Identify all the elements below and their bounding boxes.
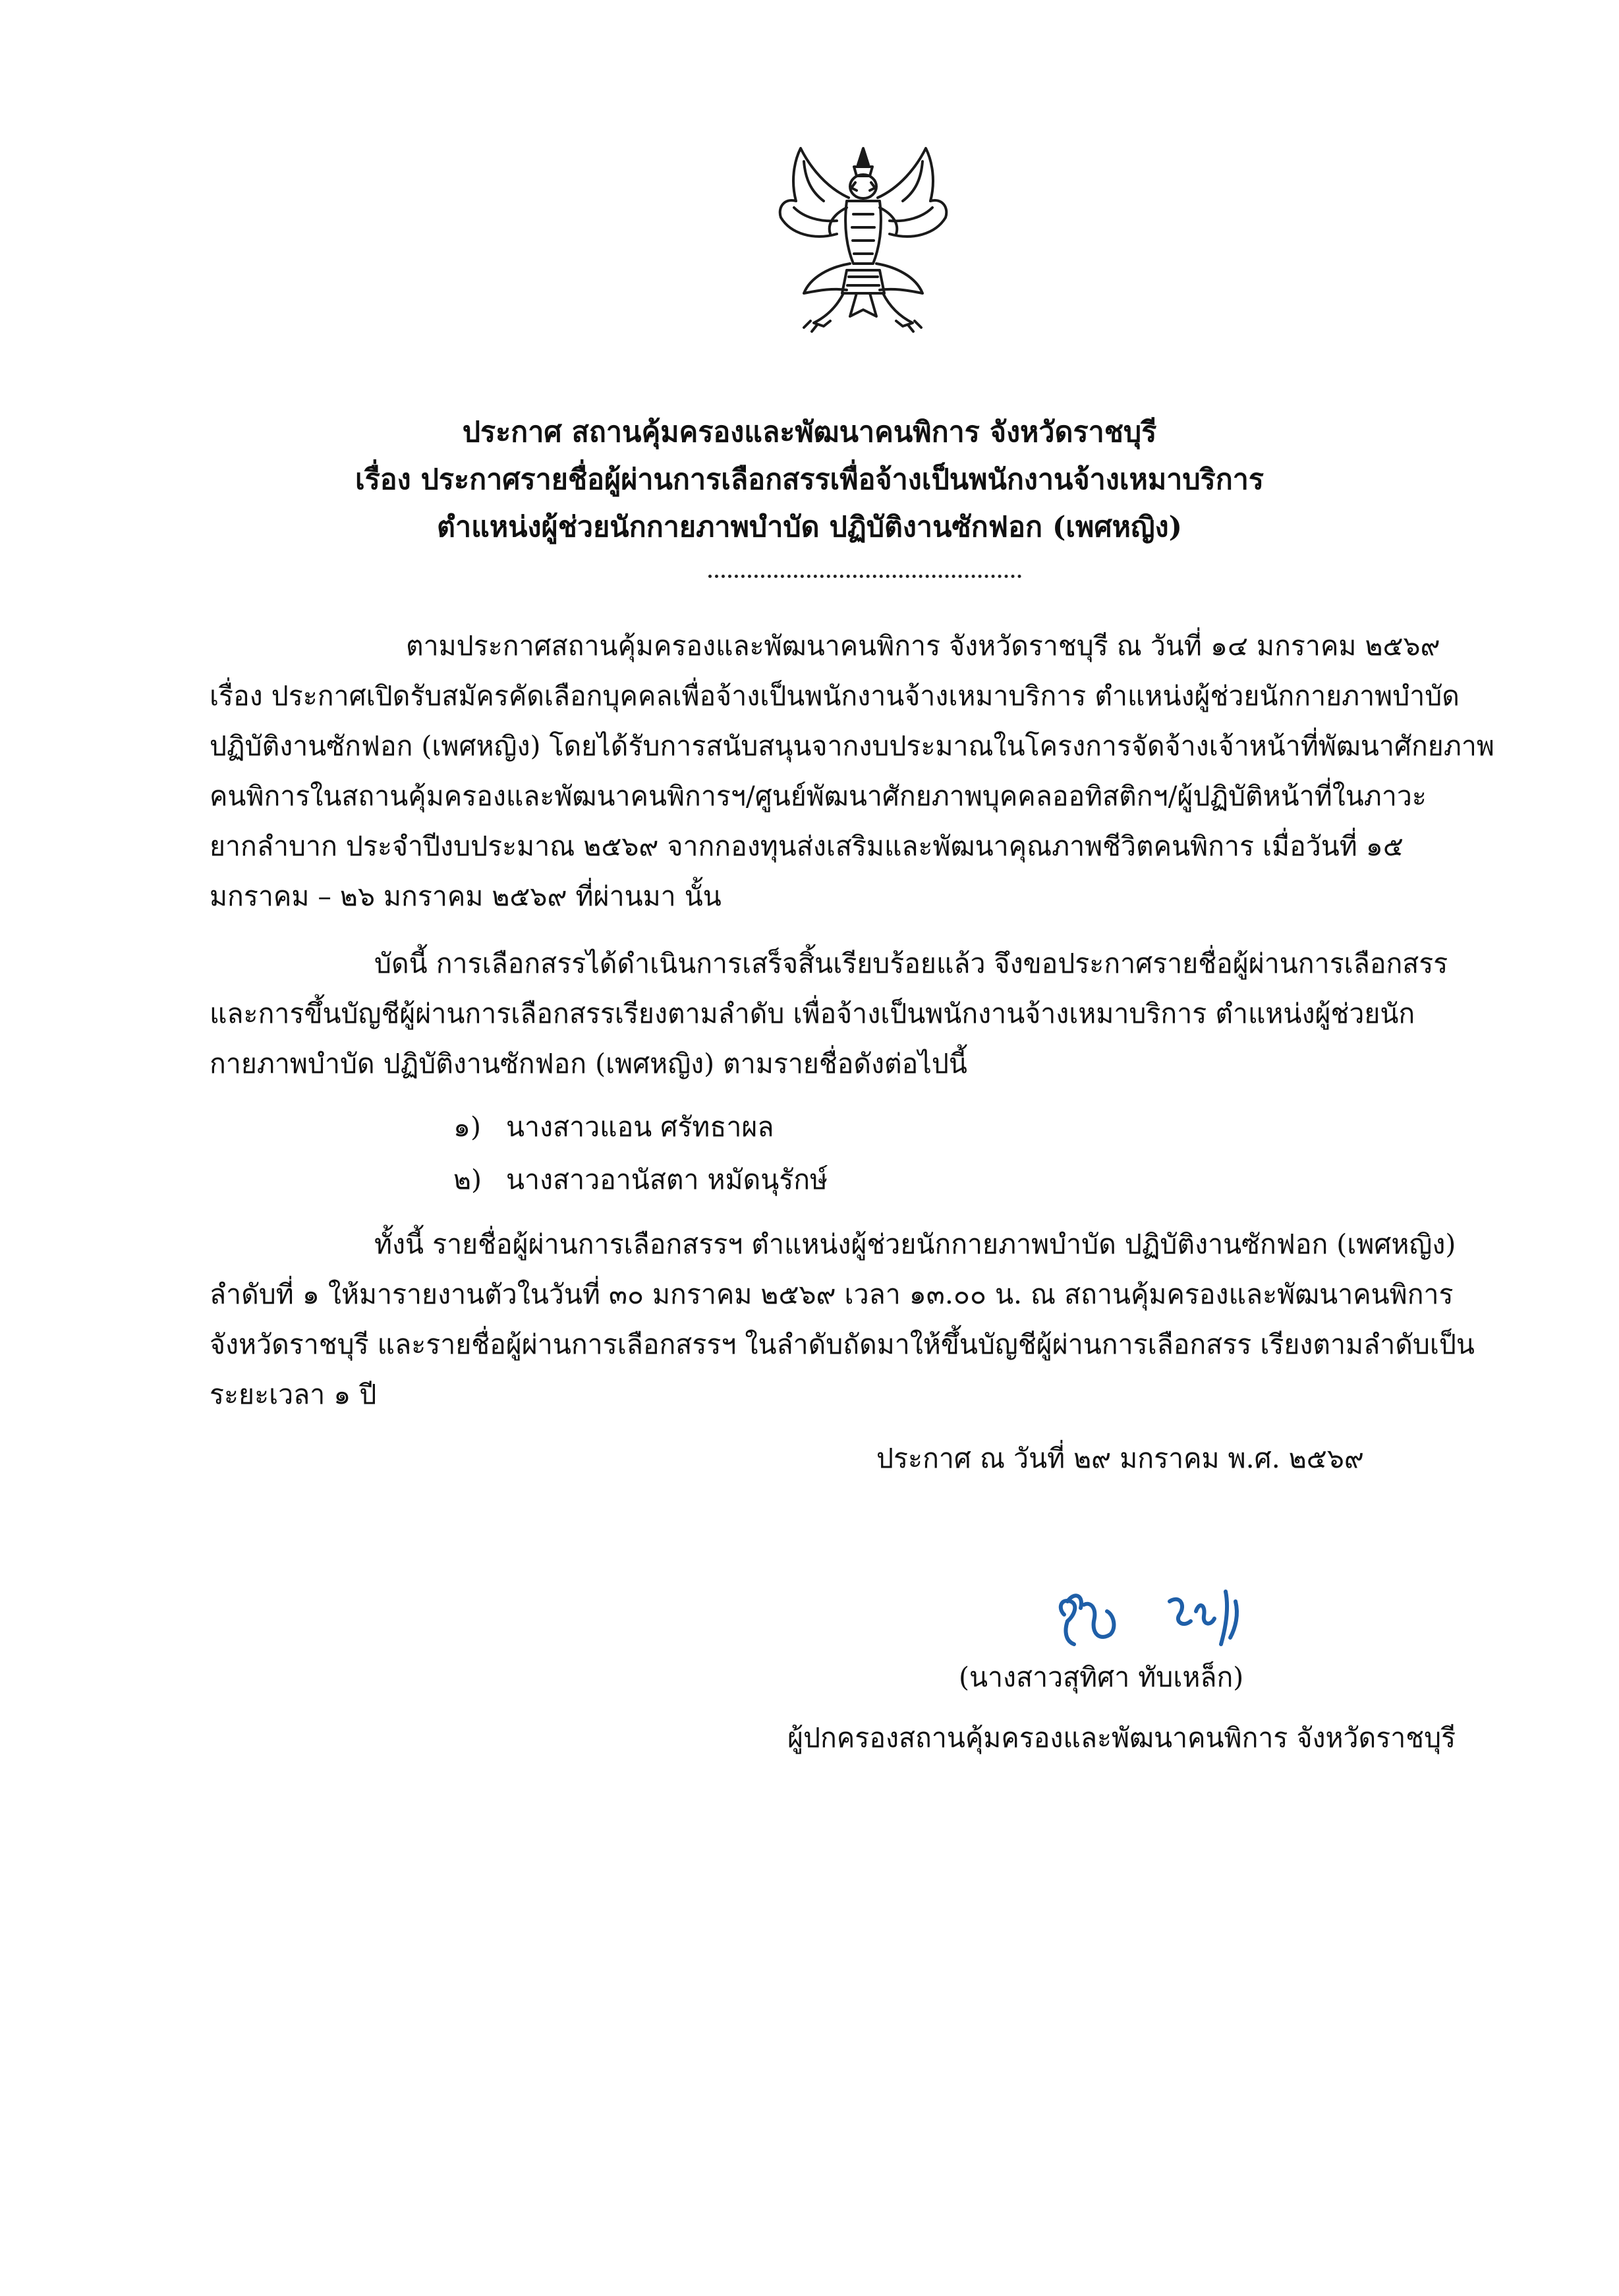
header-line-subject: เรื่อง ประกาศรายชื่อผู้ผ่านการเลือกสรรเพื่อจ้างเป็นพนักงานจ้างเหมาบริการ	[355, 463, 1264, 496]
paragraph-line: บัดนี้ การเลือกสรรได้ดำเนินการเสร็จสิ้นเรียบร้อยแล้ว จึงขอประกาศรายชื่อผู้ผ่านการเลือกสรร	[374, 948, 1448, 979]
signature-icon	[1038, 1575, 1288, 1661]
garuda-emblem-icon	[764, 135, 962, 353]
header-divider	[708, 575, 1021, 578]
announcement-header	[0, 409, 1619, 551]
list-item-name: นางสาวแอน ศรัทธาผล	[506, 1111, 774, 1143]
paragraph-line: ลำดับที่ ๑ ให้มารายงานตัวในวันที่ ๓๐ มกราคม ๒๕๖๙ เวลา ๑๓.๐๐ น. ณ สถานคุ้มครองและพัฒนาคนพิการ	[210, 1278, 1454, 1310]
list-item	[453, 1101, 828, 1153]
signer-name: (นางสาวสุทิศา ทับเหล็ก)	[959, 1661, 1244, 1693]
paragraph-line: และการขึ้นบัญชีผู้ผ่านการเลือกสรรเรียงตามลำดับ เพื่อจ้างเป็นพนักงานจ้างเหมาบริการ ตำแหน่งผู้ช่วยนัก	[210, 998, 1415, 1029]
paragraph-result	[210, 938, 1521, 1089]
list-item-number: ๑)	[453, 1111, 482, 1143]
list-item	[453, 1153, 828, 1206]
list-item-number: ๒)	[453, 1164, 482, 1195]
paragraph-line: เรื่อง ประกาศเปิดรับสมัครคัดเลือกบุคคลเพื่อจ้างเป็นพนักงานจ้างเหมาบริการ ตำแหน่งผู้ช่วยนักกายภาพบำบัด	[210, 680, 1460, 712]
paragraph-report	[210, 1219, 1521, 1420]
paragraph-line: ระยะเวลา ๑ ปี	[210, 1379, 377, 1410]
signer-title: ผู้ปกครองสถานคุ้มครองและพัฒนาคนพิการ จังหวัดราชบุรี	[787, 1722, 1456, 1754]
candidate-list	[453, 1101, 828, 1206]
paragraph-line: คนพิการในสถานคุ้มครองและพัฒนาคนพิการฯ/ศูนย์พัฒนาศักยภาพบุคคลออทิสติกฯ/ผู้ปฏิบัติหน้าที่ในภาวะ	[210, 780, 1427, 812]
paragraph-line: กายภาพบำบัด ปฏิบัติงานซักฟอก (เพศหญิง) ตามรายชื่อดังต่อไปนี้	[210, 1048, 967, 1079]
list-item-name: นางสาวอานัสตา หมัดนุรักษ์	[506, 1164, 828, 1195]
paragraph-line: ตามประกาศสถานคุ้มครองและพัฒนาคนพิการ จังหวัดราชบุรี ณ วันที่ ๑๔ มกราคม ๒๕๖๙	[406, 630, 1440, 662]
header-line-position: ตำแหน่งผู้ช่วยนักกายภาพบำบัด ปฏิบัติงานซักฟอก (เพศหญิง)	[437, 511, 1182, 544]
paragraph-line: จังหวัดราชบุรี และรายชื่อผู้ผ่านการเลือกสรรฯ ในลำดับถัดมาให้ขึ้นบัญชีผู้ผ่านการเลือกสรร เรียงตามลำดับเป็น	[210, 1329, 1475, 1360]
paragraph-background	[210, 621, 1521, 921]
announcement-date: ประกาศ ณ วันที่ ๒๙ มกราคม พ.ศ. ๒๕๖๙	[876, 1443, 1364, 1474]
paragraph-line: ปฏิบัติงานซักฟอก (เพศหญิง) โดยได้รับการสนับสนุนจากงบประมาณในโครงการจัดจ้างเจ้าหน้าที่พัฒนาศักยภาพ	[210, 730, 1494, 762]
paragraph-line: ยากลำบาก ประจำปีงบประมาณ ๒๕๖๙ จากกองทุนส่งเสริมและพัฒนาคุณภาพชีวิตคนพิการ เมื่อวันที่ ๑๕	[210, 830, 1404, 862]
header-line-issuer: ประกาศ สถานคุ้มครองและพัฒนาคนพิการ จังหวัดราชบุรี	[462, 416, 1157, 449]
paragraph-line: มกราคม – ๒๖ มกราคม ๒๕๖๙ ที่ผ่านมา นั้น	[210, 880, 722, 912]
paragraph-line: ทั้งนี้ รายชื่อผู้ผ่านการเลือกสรรฯ ตำแหน่งผู้ช่วยนักกายภาพบำบัด ปฏิบัติงานซักฟอก (เพศหญิง)	[374, 1228, 1456, 1260]
